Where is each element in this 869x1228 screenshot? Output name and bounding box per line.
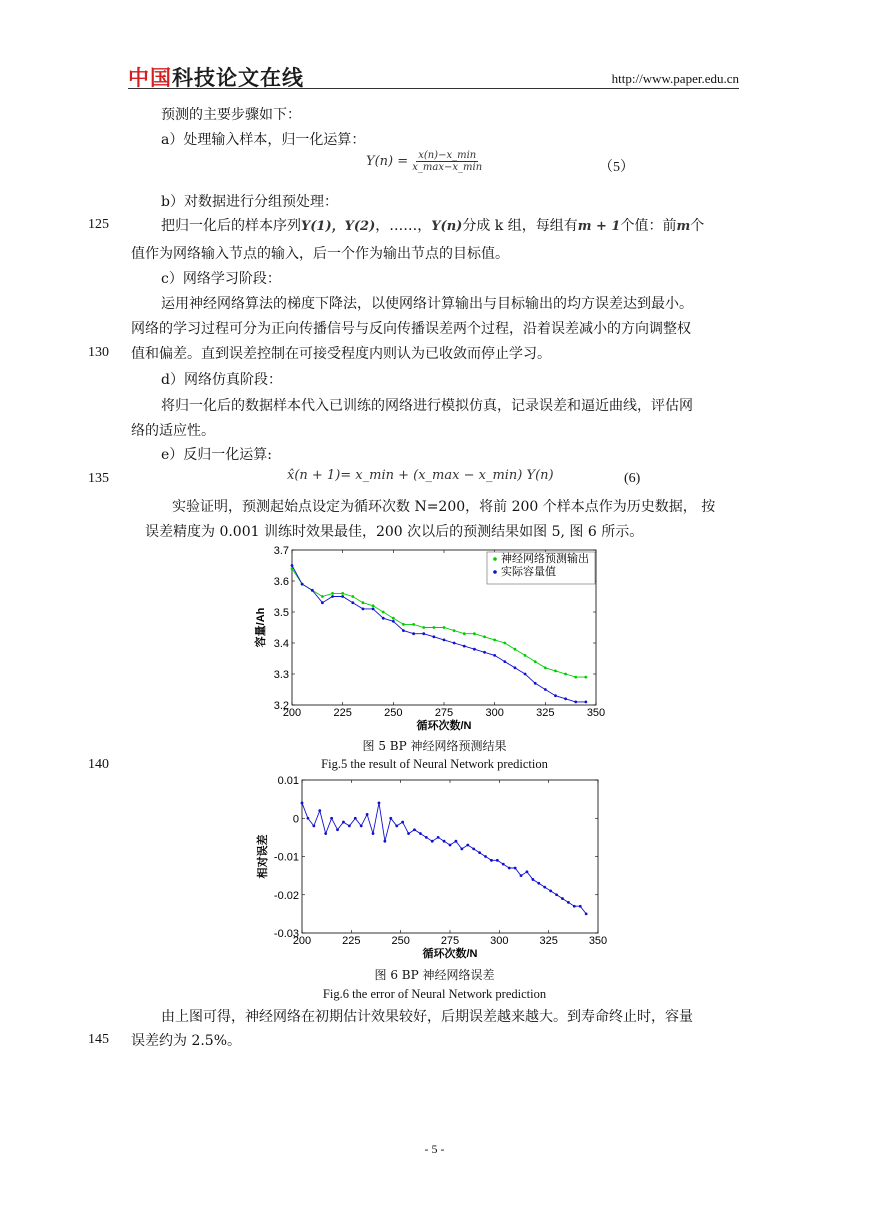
series-point-1 <box>579 905 582 908</box>
c-line3: 值和偏差。直到误差控制在可接受程度内则认为已收敛而停止学习。 <box>131 346 551 362</box>
series-point-1 <box>342 821 345 824</box>
eq5-numerator: x(n)−x_min <box>418 150 477 161</box>
y-tick-label: 3.3 <box>273 669 289 681</box>
series-point-2 <box>473 648 476 651</box>
series-point-1 <box>460 847 463 850</box>
d-line1: 将归一化后的数据样本代入已训练的网络进行模拟仿真，记录误差和逼近曲线，评估网 <box>161 398 693 414</box>
series-point-1 <box>503 642 506 645</box>
step-d: d）网络仿真阶段： <box>161 372 282 388</box>
series-point-1 <box>407 832 410 835</box>
series-point-1 <box>526 870 529 873</box>
series-point-2 <box>412 632 415 635</box>
series-point-1 <box>574 676 577 679</box>
series-point-1 <box>555 893 558 896</box>
series-point-1 <box>544 666 547 669</box>
step-c: c）网络学习阶段： <box>161 271 281 287</box>
series-point-1 <box>478 851 481 854</box>
series-point-1 <box>392 617 395 620</box>
series-point-1 <box>490 859 493 862</box>
fig6-caption-cn: 图 6 BP 神经网络误差 <box>374 968 495 982</box>
legend-label-2: 实际容量值 <box>501 566 556 578</box>
series-point-1 <box>395 825 398 828</box>
series-point-1 <box>425 836 428 839</box>
series-point-2 <box>443 639 446 642</box>
y-tick-label: 3.2 <box>273 700 289 712</box>
series-point-2 <box>331 595 334 598</box>
site-logo: 中国科技论文在线 <box>128 66 304 90</box>
series-point-1 <box>330 817 333 820</box>
series-point-1 <box>431 840 434 843</box>
line-number-125: 125 <box>88 217 109 232</box>
series-point-2 <box>493 654 496 657</box>
eq6-number: (6) <box>624 471 641 486</box>
series-point-1 <box>463 632 466 635</box>
series-point-1 <box>484 855 487 858</box>
y-tick-label: 0 <box>292 813 299 826</box>
series-point-2 <box>544 688 547 691</box>
series-point-2 <box>402 629 405 632</box>
y-tick-label: -0.01 <box>273 851 299 864</box>
series-point-2 <box>372 608 375 611</box>
series-point-1 <box>549 890 552 893</box>
x-tick-label: 225 <box>333 707 352 719</box>
series-point-1 <box>372 832 375 835</box>
y-tick-label: -0.02 <box>273 889 299 902</box>
series-point-2 <box>514 666 517 669</box>
series-point-1 <box>362 601 365 604</box>
fig6-caption-en: Fig.6 the error of Neural Network prediction <box>322 987 547 1001</box>
series-point-2 <box>432 635 435 638</box>
conclusion-line1: 由上图可得，神经网络在初期估计效果较好，后期误差越来越大。到寿命终止时，容量 <box>161 1009 693 1025</box>
x-tick-label: 200 <box>292 935 312 947</box>
equation-6: x̂(n + 1)= x_min + (x_max − x_min) Y(n) <box>287 468 554 483</box>
series-point-2 <box>463 645 466 648</box>
x-tick-label: 350 <box>586 707 606 719</box>
plot-frame <box>302 780 598 933</box>
series-point-1 <box>524 654 527 657</box>
series-point-1 <box>437 836 440 839</box>
c-line1: 运用神经网络算法的梯度下降法，以使网络计算输出与目标输出的均方误差达到最小。 <box>161 296 693 312</box>
equation-5 <box>366 150 482 173</box>
series-point-2 <box>483 651 486 654</box>
series-point-1 <box>531 878 534 881</box>
x-tick-label: 300 <box>485 707 504 719</box>
series-point-2 <box>291 564 294 567</box>
series-point-1 <box>554 670 557 673</box>
series-point-2 <box>503 660 506 663</box>
series-point-1 <box>543 886 546 889</box>
c-line2: 网络的学习过程可分为正向传播信号与反向传播误差两个过程，沿着误差减小的方向调整权 <box>131 321 691 337</box>
series-point-1 <box>520 874 523 877</box>
series-point-1 <box>483 635 486 638</box>
series-point-2 <box>422 632 425 635</box>
series-point-1 <box>564 673 567 676</box>
legend-marker-1 <box>493 557 497 561</box>
series-point-1 <box>584 676 587 679</box>
series-point-1 <box>534 660 537 663</box>
line-number-145: 145 <box>88 1032 109 1047</box>
step-a: a）处理输入样本，归一化运算： <box>161 132 366 148</box>
x-axis-label: 循环次数/N <box>422 948 478 960</box>
series-point-1 <box>585 912 588 915</box>
series-point-1 <box>321 595 324 598</box>
series-point-1 <box>466 844 469 847</box>
series-point-1 <box>508 867 511 870</box>
y-tick-label: 3.4 <box>273 638 289 650</box>
legend-label-1: 神经网络预测输出 <box>501 553 589 565</box>
series-point-1 <box>493 639 496 642</box>
series-point-1 <box>336 828 339 831</box>
series-point-2 <box>584 701 587 704</box>
series-point-1 <box>422 626 425 629</box>
series-point-1 <box>573 905 576 908</box>
d-line2: 络的适应性。 <box>131 423 215 439</box>
series-point-1 <box>354 817 357 820</box>
series-point-1 <box>372 604 375 607</box>
series-point-1 <box>537 882 540 885</box>
eq5-number: （5） <box>599 160 634 175</box>
line-number-130: 130 <box>88 345 109 360</box>
series-point-1 <box>401 821 404 824</box>
fig6-axes <box>255 775 607 960</box>
series-point-2 <box>362 608 365 611</box>
conclusion-line2: 误差约为 2.5%。 <box>131 1033 242 1049</box>
x-tick-label: 275 <box>434 707 454 719</box>
series-point-1 <box>351 595 354 598</box>
y-tick-label: 3.7 <box>273 545 289 557</box>
series-point-1 <box>383 840 386 843</box>
series-point-2 <box>382 617 385 620</box>
x-axis-label: 循环次数/N <box>416 720 472 732</box>
header-rule <box>128 88 739 89</box>
series-point-1 <box>443 626 446 629</box>
y-axis-label: 容量/Ah <box>255 607 267 648</box>
fig5-chart <box>250 544 610 734</box>
series-point-1 <box>567 901 570 904</box>
experiment-line1: 实验证明，预测起始点设定为循环次数 N=200，将前 200 个样本点作为历史数据， 按 <box>172 499 716 515</box>
step-e: e）反归一化运算: <box>161 447 273 463</box>
x-tick-label: 250 <box>384 707 403 719</box>
x-tick-label: 225 <box>342 935 361 947</box>
series-point-1 <box>473 632 476 635</box>
intro-text: 预测的主要步骤如下： <box>161 107 301 123</box>
y-tick-label: 3.5 <box>273 607 289 619</box>
step-b: b）对数据进行分组预处理： <box>161 194 338 210</box>
series-point-2 <box>453 642 456 645</box>
series-point-1 <box>341 592 344 595</box>
series-point-2 <box>524 673 527 676</box>
series-point-1 <box>412 623 415 626</box>
series-point-1 <box>307 817 310 820</box>
series-point-1 <box>318 809 321 812</box>
series-point-1 <box>402 623 405 626</box>
x-tick-label: 325 <box>539 935 558 947</box>
page-number: - 5 - <box>424 1142 445 1156</box>
x-tick-label: 200 <box>282 707 302 719</box>
series-point-1 <box>378 802 381 805</box>
site-url[interactable]: http://www.paper.edu.cn <box>611 71 739 86</box>
series-point-2 <box>554 694 557 697</box>
series-point-1 <box>366 813 369 816</box>
series-point-2 <box>321 601 324 604</box>
x-tick-label: 250 <box>391 935 410 947</box>
series-point-1 <box>455 840 458 843</box>
series-point-2 <box>564 697 567 700</box>
legend-marker-2 <box>493 570 497 574</box>
series-point-1 <box>514 648 517 651</box>
series-point-1 <box>472 847 475 850</box>
series-point-1 <box>331 592 334 595</box>
series-point-2 <box>351 601 354 604</box>
fig5-legend <box>487 551 595 584</box>
series-point-1 <box>382 611 385 614</box>
y-tick-label: 0.01 <box>277 775 299 787</box>
fig5-caption-cn: 图 5 BP 神经网络预测结果 <box>362 739 507 753</box>
series-point-2 <box>341 595 344 598</box>
series-point-1 <box>453 629 456 632</box>
x-tick-label: 325 <box>536 707 555 719</box>
eq5-denominator: x_max−x_min <box>412 162 483 173</box>
series-point-1 <box>348 825 351 828</box>
series-point-2 <box>574 701 577 704</box>
x-tick-label: 300 <box>490 935 509 947</box>
x-tick-label: 350 <box>588 935 608 947</box>
line-number-140: 140 <box>88 757 109 772</box>
series-point-1 <box>561 897 564 900</box>
series-point-1 <box>419 832 422 835</box>
series-point-1 <box>324 832 327 835</box>
eq5-fraction <box>412 150 482 173</box>
series-point-1 <box>413 828 416 831</box>
series-point-1 <box>514 867 517 870</box>
series-point-2 <box>534 682 537 685</box>
series-point-1 <box>389 817 392 820</box>
fig5-caption-en: Fig.5 the result of Neural Network prediction <box>321 757 548 771</box>
fig6-chart <box>250 772 610 964</box>
line-number-135: 135 <box>88 471 109 486</box>
series-point-1 <box>496 859 499 862</box>
experiment-line2: 误差精度为 0.001 训练时效果最佳，200 次以后的预测结果如图 5, 图 6 所示。 <box>145 524 644 540</box>
series-point-1 <box>312 825 315 828</box>
eq5-lhs: Y(n) = <box>366 154 409 169</box>
series-point-2 <box>392 620 395 623</box>
series-point-1 <box>449 844 452 847</box>
series-point-1 <box>301 802 304 805</box>
series-point-2 <box>311 589 314 592</box>
y-axis-label: 相对误差 <box>257 834 269 879</box>
series-point-1 <box>443 840 446 843</box>
series-point-1 <box>502 863 505 866</box>
y-tick-label: -0.03 <box>273 928 299 940</box>
paragraph-125-line2: 值作为网络输入节点的输入，后一个作为输出节点的目标值。 <box>131 246 509 262</box>
y-tick-label: 3.6 <box>273 576 289 588</box>
series-point-1 <box>432 626 435 629</box>
paragraph-125: 把归一化后的样本序列Y(1)，Y(2)，……，Y(n)分成 k 组，每组有m + 1个值：前m个 <box>161 218 705 234</box>
x-tick-label: 275 <box>440 935 460 947</box>
series-point-1 <box>360 825 363 828</box>
series-point-2 <box>301 583 304 586</box>
